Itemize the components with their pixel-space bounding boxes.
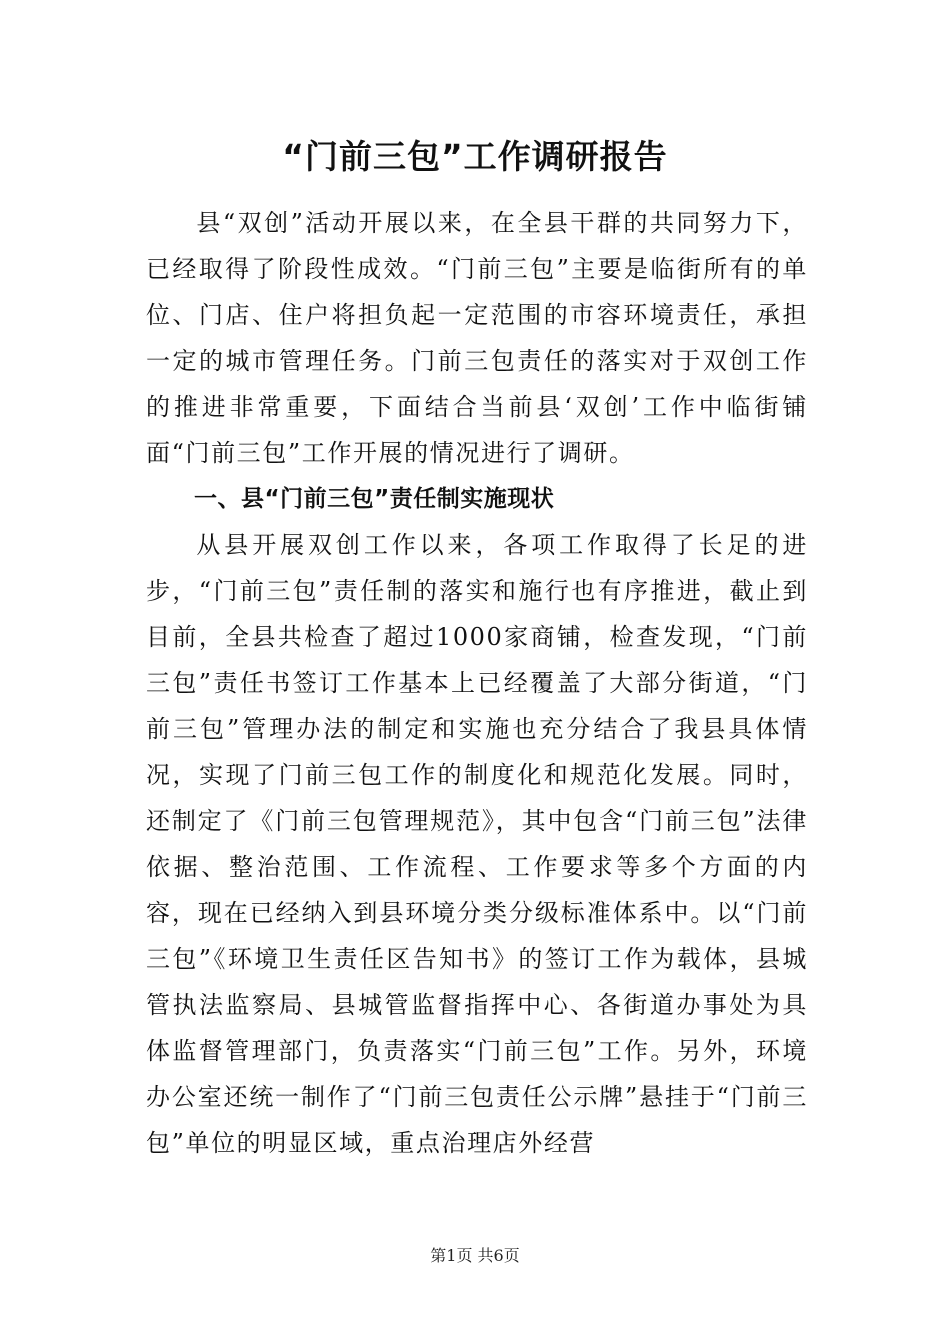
intro-paragraph: 县“双创”活动开展以来，在全县干群的共同努力下，已经取得了阶段性成效。“门前三包”主要是临街所有的单位、门店、住户将担负起一定范围的市容环境责任，承担一定的城市管理任务。门前三包责任的落实对于双创工作的推进非常重要，下面结合当前县‘双创’工作中临街铺面“门前三包”工作开展的情况进行了调研。 bbox=[146, 209, 808, 467]
section-paragraph: 从县开展双创工作以来，各项工作取得了长足的进步，“门前三包”责任制的落实和施行也有序推进，截止到目前，全县共检查了超过1000家商铺，检查发现，“门前三包”责任书签订工作基本上已经覆盖了大部分街道，“门前三包”管理办法的制定和实施也充分结合了我县具体情况，实现了门前三包工作的制度化和规范化发展。同时，还制定了《门前三包管理规范》，其中包含“门前三包”法律依据、整治范围、工作流程、工作要求等多个方面的内容，现在已经纳入到县环境分类分级标准体系中。以“门前三包”《环境卫生责任区告知书》的签订工作为载体，县城管执法监察局、县城管监督指挥中心、各街道办事处为具体监督管理部门，负责落实“门前三包”工作。另外，环境办公室还统一制作了“门前三包责任公示牌”悬挂于“门前三包”单位的明显区域，重点治理店外经营 bbox=[146, 531, 808, 1157]
document-body bbox=[146, 200, 808, 1166]
section-heading: 一、县“门前三包”责任制实施现状 bbox=[194, 486, 555, 512]
document-title: “门前三包”工作调研报告 bbox=[282, 137, 668, 176]
page-footer: 第1页 共6页 bbox=[430, 1246, 520, 1265]
